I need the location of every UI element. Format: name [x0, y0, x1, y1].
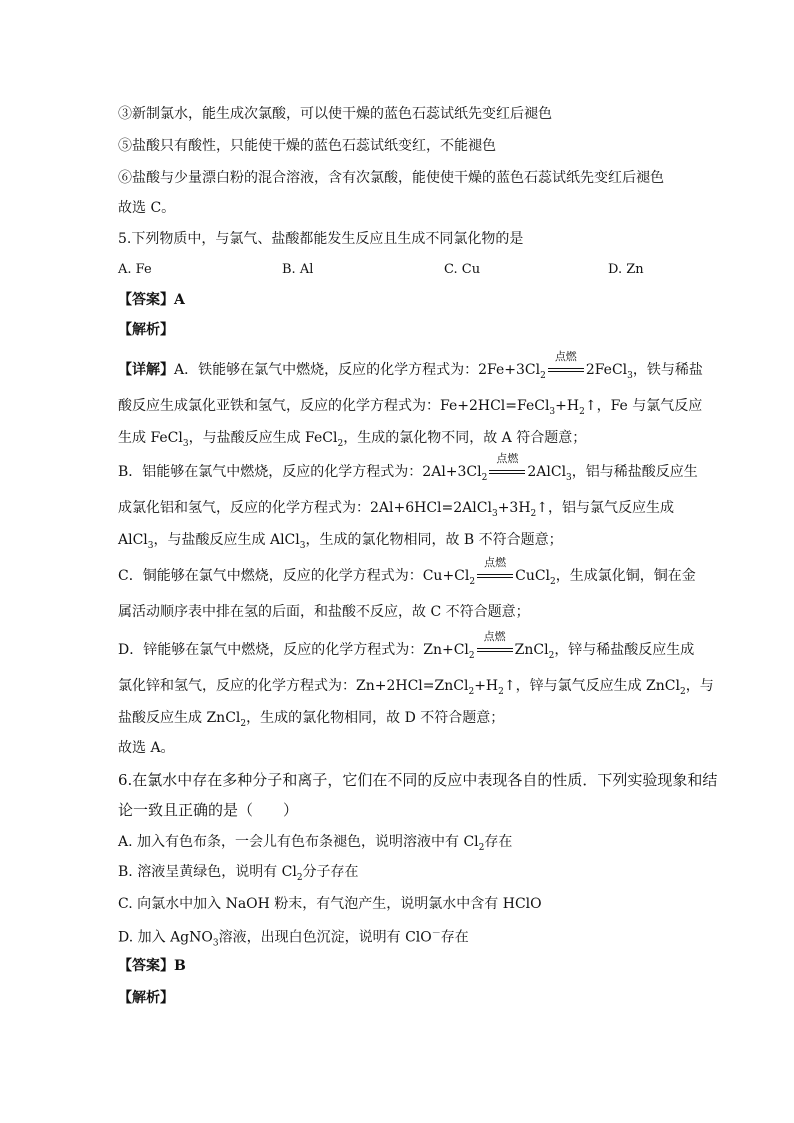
text-line: ⑤盐酸只有酸性，只能使干燥的蓝色石蕊试纸变红，不能褪色 [118, 138, 496, 154]
detail-line: 盐酸反应生成 ZnCl$_2$，生成的氯化物相同，故 D 不符合题意； [118, 710, 505, 729]
equation: $Cu+Cl_2$ 点燃 CuCl$_2$ [422, 556, 556, 587]
option-c: C. Cu [444, 262, 481, 277]
detail-line: 故选 A。 [118, 740, 175, 756]
detail-line: B．铝能够在氯气中燃烧，反应的化学方程式为：$2Al+3Cl_2$ 点燃 2AlCl$_3$，铝与稀盐酸反应生 [118, 452, 698, 483]
text-line: ③新制氯水，能生成次氯酸，可以使干燥的蓝色石蕊试纸先变红后褪色 [118, 106, 552, 122]
detail-line: 生成 FeCl$_3$，与盐酸反应生成 FeCl$_2$，生成的氯化物不同，故 A 符合题意； [118, 430, 587, 449]
text-line: 故选 C。 [118, 200, 176, 216]
detail-line: AlCl$_3$，与盐酸反应生成 AlCl$_3$，生成的氯化物相同，故 B 不符合题意； [118, 532, 563, 551]
detail-line: C．铜能够在氯气中燃烧，反应的化学方程式为：$Cu+Cl_2$ 点燃 CuCl$_2$，生成氯化铜，铜在金 [118, 556, 696, 587]
equation: $2Fe+3Cl_2$ 点燃 2FeCl$_3$ [478, 350, 633, 381]
analysis-label: 【解析】 [118, 322, 174, 338]
answer-label: 【答案】B [118, 958, 186, 974]
detail-line: D．锌能够在氯气中燃烧，反应的化学方程式为：$Zn+Cl_2$ 点燃 ZnCl$_2$，锌与稀盐酸反应生成 [118, 630, 695, 661]
option-b: B. 溶液呈黄绿色，说明有 $Cl_2$分子存在 [118, 864, 359, 883]
option-a: A. 加入有色布条，一会儿有色布条褪色，说明溶液中有 $Cl_2$存在 [118, 834, 513, 853]
option-b: B. Al [282, 262, 314, 277]
equation: $2Al+3Cl_2$ 点燃 2AlCl$_3$ [422, 452, 572, 483]
analysis-label: 【解析】 [118, 990, 174, 1006]
detail-line: 【详解】A．铁能够在氯气中燃烧，反应的化学方程式为：$2Fe+3Cl_2$ 点燃 2FeCl$_3$，铁与稀盐 [118, 350, 703, 381]
equation: $Zn+Cl_2$ 点燃 ZnCl$_2$ [423, 630, 555, 661]
detail-line: 氯化锌和氢气，反应的化学方程式为：$Zn+2HCl=ZnCl_2+H_2↑$，锌与氯气反应生成 ZnCl$_2$，与 [118, 678, 714, 697]
detail-tag: 【详解】 [118, 362, 174, 378]
option-d: D. Zn [608, 262, 644, 277]
detail-line: 成氯化铝和氢气，反应的化学方程式为：$2Al+6HCl=2AlCl_3+3H_2↑$，铝与氯气反应生成 [118, 500, 675, 519]
question-5-stem: 5.下列物质中，与氯气、盐酸都能发生反应且生成不同氯化物的是 [118, 231, 524, 247]
detail-line: 属活动顺序表中排在氢的后面，和盐酸不反应，故 C 不符合题意； [118, 604, 530, 620]
question-6-stem: 论一致且正确的是（ ） [118, 801, 299, 819]
detail-line: 酸反应生成氯化亚铁和氢气，反应的化学方程式为：$Fe+2HCl=FeCl_3+H_2↑$，Fe 与氯气反应 [118, 398, 703, 417]
option-c: C. 向氯水中加入 NaOH 粉末，有气泡产生，说明氯水中含有 HClO [118, 896, 542, 912]
option-a: A. Fe [118, 262, 152, 277]
question-6-stem: 6.在氯水中存在多种分子和离子，它们在不同的反应中表现各自的性质．下列实验现象和结 [118, 771, 718, 789]
option-d: D. 加入 AgNO$_3$溶液，出现白色沉淀，说明有 ClO－存在 [118, 929, 469, 949]
text-line: ⑥盐酸与少量漂白粉的混合溶液，含有次氯酸，能使使干燥的蓝色石蕊试纸先变红后褪色 [118, 170, 664, 186]
answer-label: 【答案】A [118, 292, 185, 308]
